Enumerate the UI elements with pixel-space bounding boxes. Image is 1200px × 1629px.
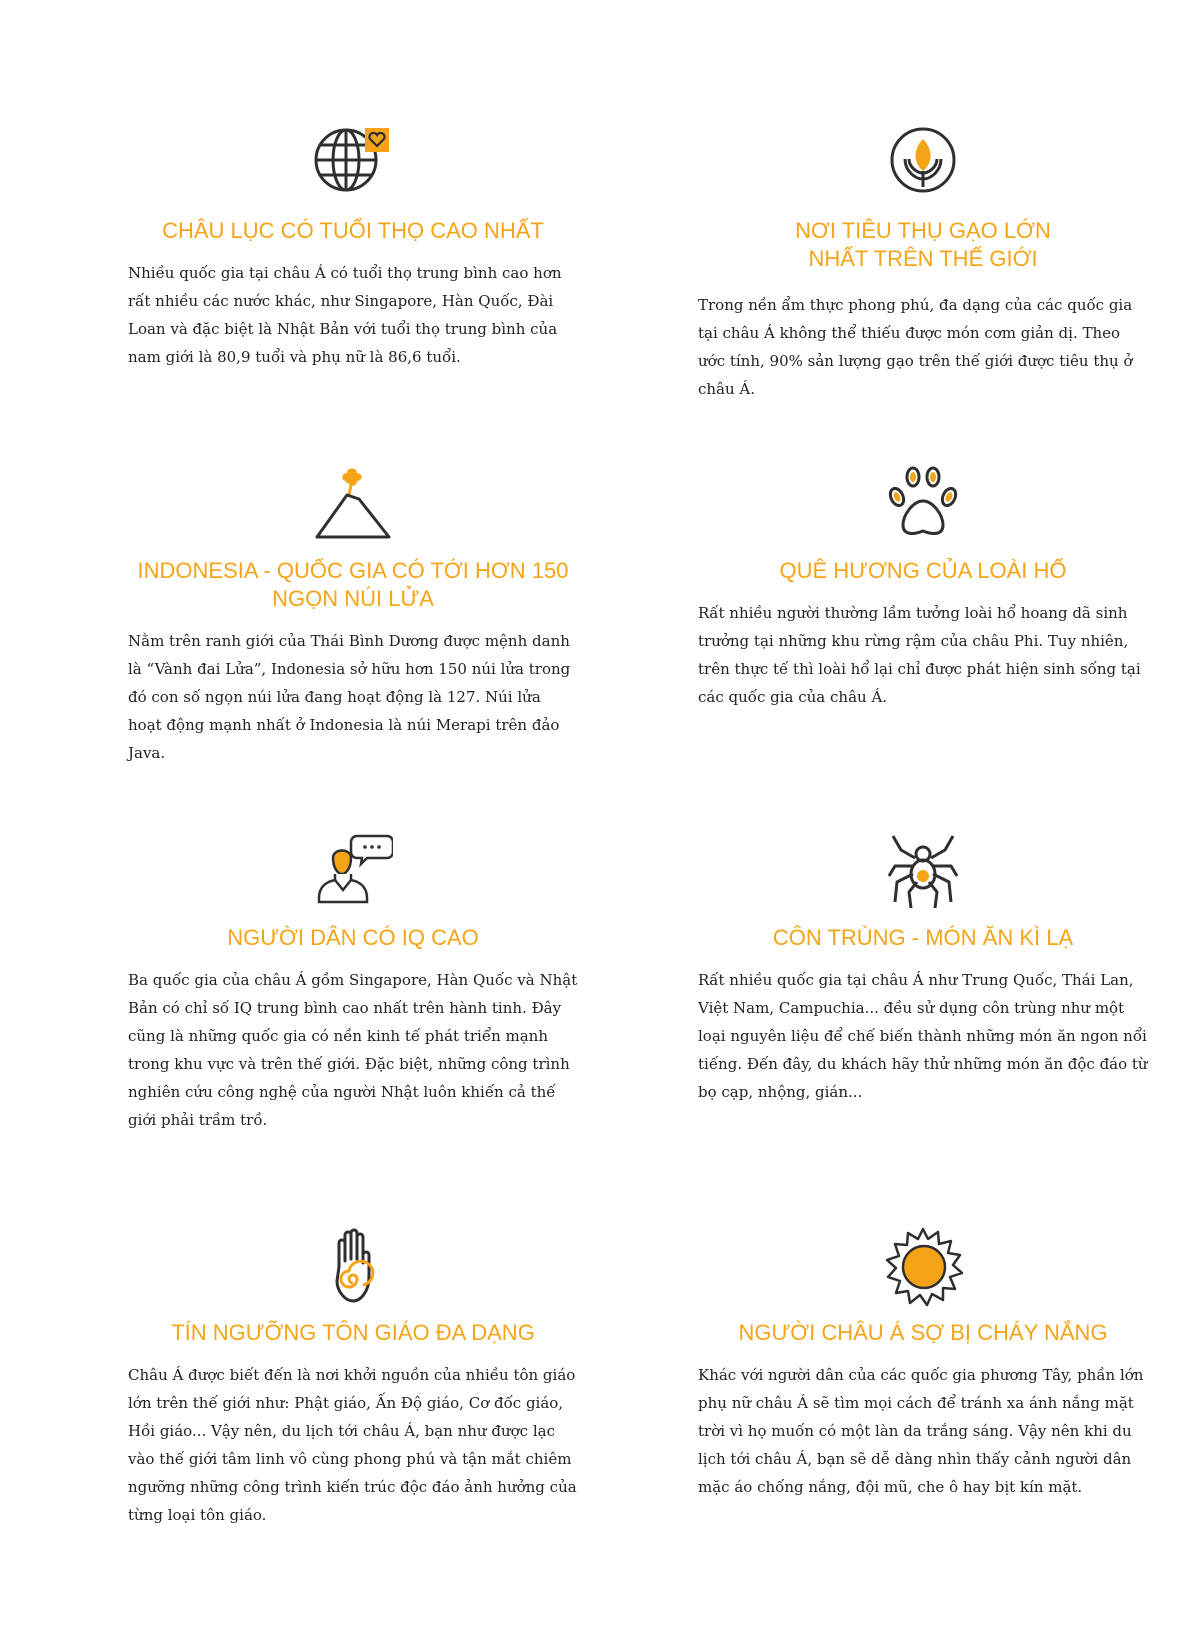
fact-religion [128, 1227, 578, 1529]
fact-title: INDONESIA - QUỐC GIA CÓ TỚI HƠN 150 NGỌN NÚI LỬA [137, 558, 569, 611]
fact-tiger [698, 465, 1148, 711]
person-speech-bubble-icon [313, 832, 393, 912]
fact-rice [698, 125, 1148, 403]
hamsa-hand-icon [313, 1227, 393, 1307]
fact-title: NƠI TIÊU THỤ GẠO LỚN NHẤT TRÊN THẾ GIỚI [795, 218, 1051, 271]
fact-title: NGƯỜI DÂN CÓ IQ CAO [227, 925, 479, 950]
fact-body: Rất nhiều người thường lầm tưởng loài hổ hoang dã sinh trưởng tại những khu rừng rậm của châu Phi. Tuy nhiên, trên thực tế thì loài hổ lại chỉ được phát hiện sinh sống tại các quốc gia của châu Á. [698, 604, 1141, 706]
fact-insects [698, 832, 1148, 1106]
fact-title: TÍN NGƯỠNG TÔN GIÁO ĐA DẠNG [171, 1320, 535, 1345]
fact-title: CÔN TRÙNG - MÓN ĂN KÌ LẠ [772, 925, 1074, 950]
fact-sun [698, 1227, 1148, 1501]
fact-body: Trong nền ẩm thực phong phú, đa dạng của các quốc gia tại châu Á không thể thiếu được món cơm giản dị. Theo ước tính, 90% sản lượng gạo trên thế giới được tiêu thụ ở châu Á. [698, 296, 1133, 398]
fact-body: Khác với người dân của các quốc gia phương Tây, phần lớn phụ nữ châu Á sẽ tìm mọi cách để tránh xa ánh nắng mặt trời vì họ muốn có một làn da trắng sáng. Vậy nên khi du lịch tới châu Á, bạn sẽ dễ dàng nhìn thấy cảnh người dân mặc áo chống nắng, đội mũ, che ô hay bịt kín mặt. [698, 1366, 1144, 1496]
fact-body: Rất nhiều quốc gia tại châu Á như Trung Quốc, Thái Lan, Việt Nam, Campuchia... đều sử dụng côn trùng như một loại nguyên liệu để chế biến thành những món ăn ngon nổi tiếng. Đến đây, du khách hãy thử những món ăn độc đáo từ bọ cạp, nhộng, gián... [698, 971, 1148, 1101]
fact-body: Châu Á được biết đến là nơi khởi nguồn của nhiều tôn giáo lớn trên thế giới như: Phật giáo, Ấn Độ giáo, Cơ đốc giáo, Hồi giáo... Vậy nên, du lịch tới châu Á, bạn như được lạc vào thế giới tâm linh vô cùng phong phú và tận mắt chiêm ngưỡng những công trình kiến trúc độc đáo ảnh hưởng của từng loại tôn giáo. [128, 1366, 577, 1524]
fact-volcano [128, 465, 578, 767]
fact-longevity [128, 125, 578, 371]
paw-print-icon [883, 465, 963, 545]
sun-icon [883, 1227, 963, 1307]
globe-heart-icon [313, 125, 393, 205]
rice-plant-icon [883, 125, 963, 205]
spider-icon [883, 832, 963, 912]
volcano-icon [313, 465, 393, 545]
fact-body: Nhiều quốc gia tại châu Á có tuổi thọ trung bình cao hơn rất nhiều các nước khác, như Singapore, Hàn Quốc, Đài Loan và đặc biệt là Nhật Bản với tuổi thọ trung bình của nam giới là 80,9 tuổi và phụ nữ là 86,6 tuổi. [128, 264, 562, 366]
fact-title: QUÊ HƯƠNG CỦA LOÀI HỔ [779, 558, 1067, 583]
fact-body: Nằm trên ranh giới của Thái Bình Dương được mệnh danh là “Vành đai Lửa”, Indonesia sở hữu hơn 150 núi lửa trong đó con số ngọn núi lửa đang hoạt động là 127. Núi lửa hoạt động mạnh nhất ở Indonesia là núi Merapi trên đảo Java. [128, 632, 571, 762]
fact-title: NGƯỜI CHÂU Á SỢ BỊ CHÁY NẮNG [738, 1320, 1108, 1345]
fact-title: CHÂU LỤC CÓ TUỔI THỌ CAO NHẤT [162, 218, 544, 243]
fact-body: Ba quốc gia của châu Á gồm Singapore, Hàn Quốc và Nhật Bản có chỉ số IQ trung bình cao nhất trên hành tinh. Đây cũng là những quốc gia có nền kinh tế phát triển mạnh trong khu vực và trên thế giới. Đặc biệt, những công trình nghiên cứu công nghệ của người Nhật luôn khiến cả thế giới phải trầm trồ. [128, 971, 578, 1129]
fact-iq [128, 832, 578, 1134]
